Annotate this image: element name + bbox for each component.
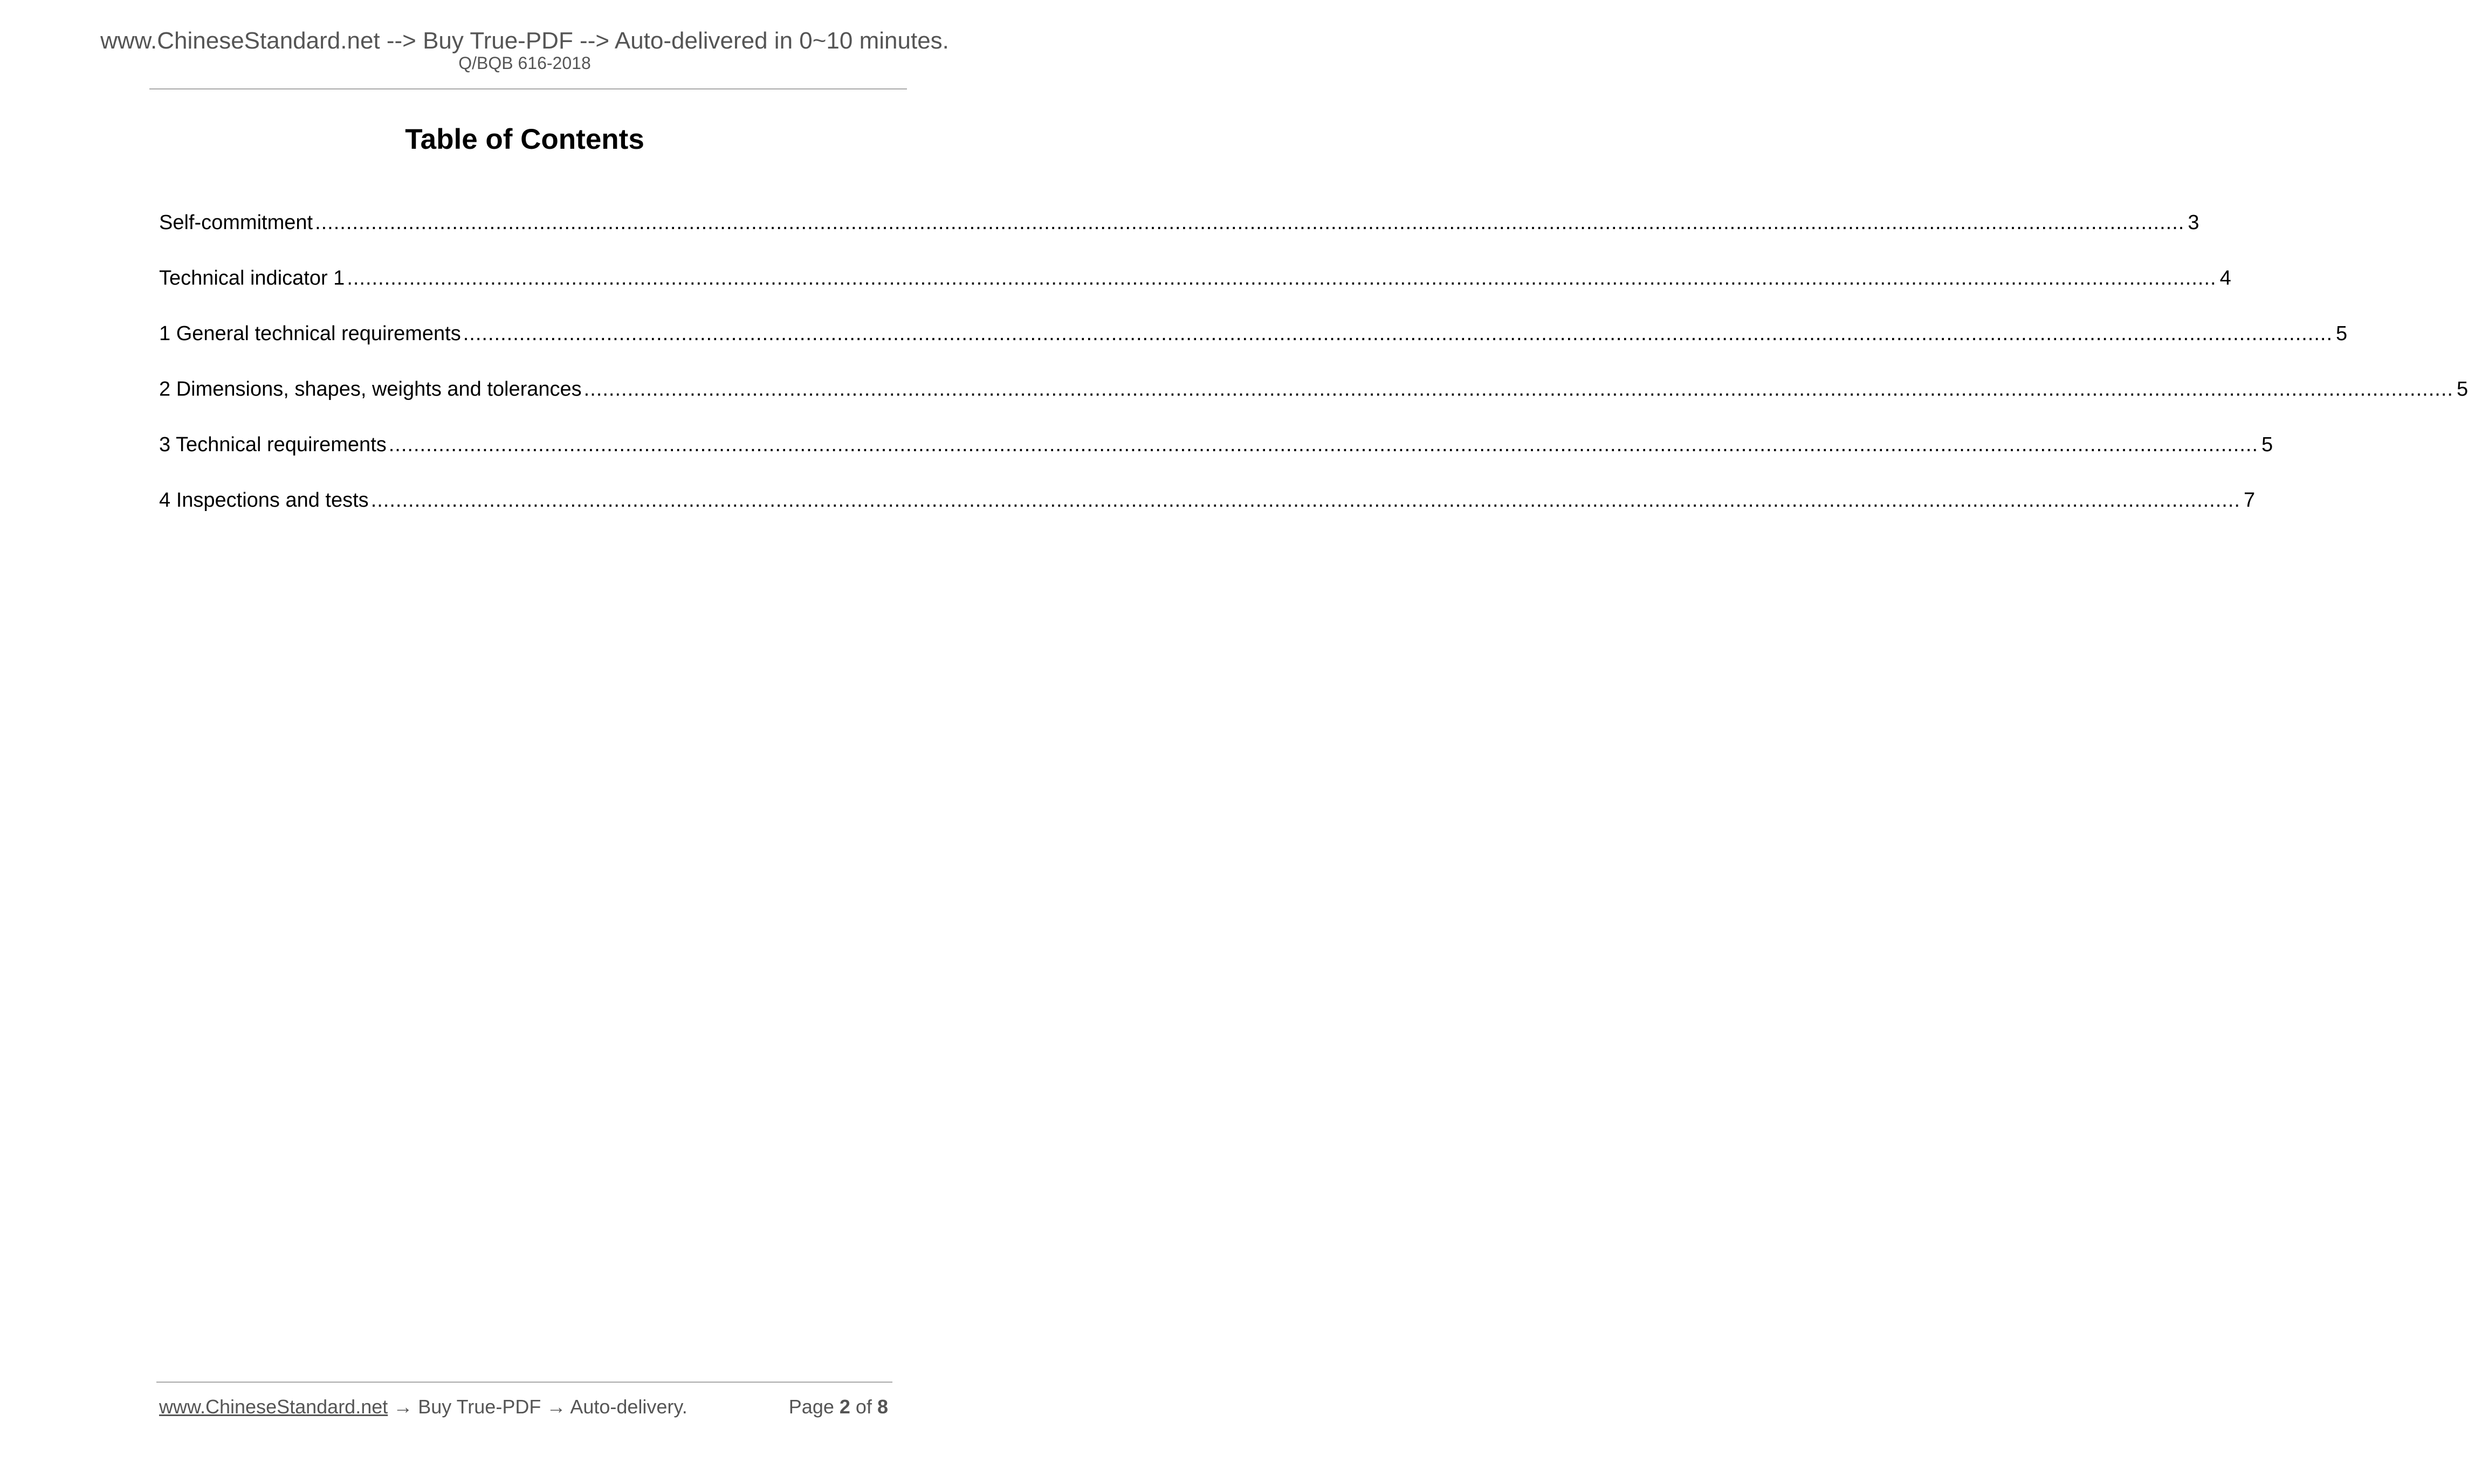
of-word: of [855, 1396, 872, 1418]
document-number: Q/BQB 616-2018 [458, 53, 591, 73]
header-divider [149, 88, 907, 89]
toc-entry-technical-requirements[interactable] [159, 431, 2273, 487]
toc-entry-page: 4 [2219, 267, 2231, 289]
toc-entry-label: Technical indicator 1 [159, 267, 345, 289]
toc-entry-label: 2 Dimensions, shapes, weights and tolerances [159, 378, 582, 401]
dot-leader: ............................................................................................................................................................................................................................................................................................................ [370, 489, 2240, 512]
toc-entry-page: 7 [2243, 489, 2256, 512]
total-page-number: 8 [877, 1396, 888, 1418]
footer-divider [156, 1382, 892, 1383]
toc-entry-page: 5 [2261, 433, 2273, 456]
toc-title: Table of Contents [405, 123, 644, 155]
toc-entry-label: 1 General technical requirements [159, 322, 461, 345]
site-banner: www.ChineseStandard.net --> Buy True-PDF --> Auto-delivered in 0~10 minutes. [100, 27, 949, 54]
toc-entry-page: 5 [2456, 378, 2468, 401]
page-footer [159, 1395, 892, 1419]
toc-entry-inspections-and-tests[interactable] [159, 487, 2256, 542]
toc-entry-self-commitment[interactable] [159, 209, 2199, 265]
page-word: Page [788, 1396, 834, 1418]
dot-leader: ............................................................................................................................................................................................................................................................................................................ [388, 433, 2259, 456]
toc-entry-label: 3 Technical requirements [159, 433, 387, 456]
toc-entry-general-technical-requirements[interactable] [159, 320, 2348, 376]
toc-entry-label: 4 Inspections and tests [159, 489, 369, 512]
dot-leader: ............................................................................................................................................................................................................................................................................................................ [347, 267, 2217, 289]
footer-site-link[interactable]: www.ChineseStandard.net [159, 1396, 388, 1418]
toc-entry-label: Self-commitment [159, 211, 313, 234]
toc-entry-page: 5 [2336, 322, 2348, 345]
dot-leader: ............................................................................................................................................................................................................................................................................................................ [463, 322, 2333, 345]
dot-leader: ............................................................................................................................................................................................................................................................................................................ [583, 378, 2453, 401]
current-page-number: 2 [839, 1396, 850, 1418]
footer-promo [159, 1396, 688, 1418]
dot-leader: ............................................................................................................................................................................................................................................................................................................ [315, 211, 2185, 234]
toc-list [159, 209, 2468, 542]
footer-promo-text: → Buy True-PDF → Auto-delivery. [388, 1396, 688, 1418]
toc-entry-technical-indicator[interactable] [159, 265, 2231, 320]
page-indicator [789, 1395, 888, 1419]
toc-entry-dimensions[interactable] [159, 376, 2468, 431]
toc-entry-page: 3 [2188, 211, 2199, 234]
